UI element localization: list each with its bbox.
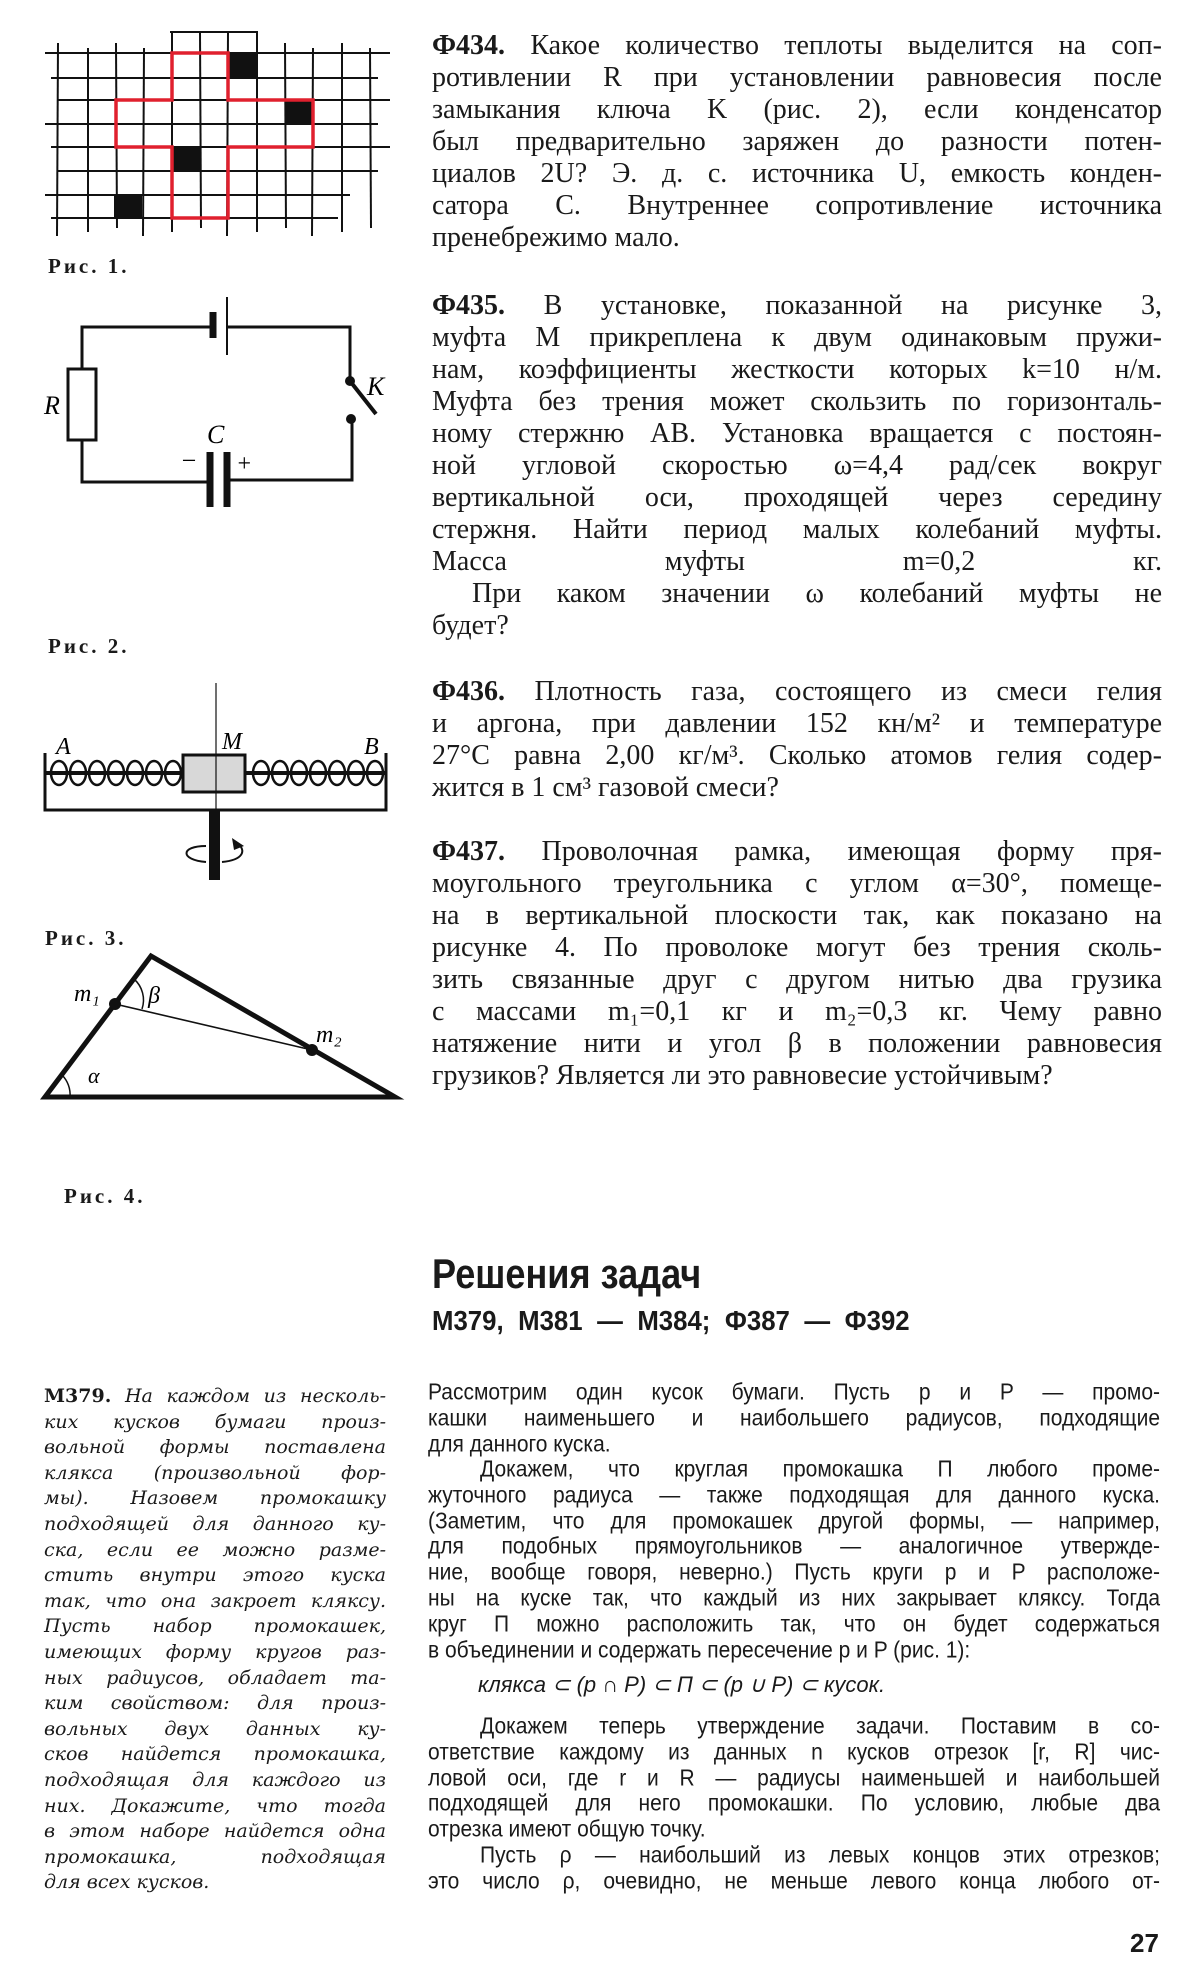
figure-3-caption: Рис. 3. [45,926,127,950]
text-line [432,546,1162,578]
text-line [428,1559,1160,1588]
line-text: мы). Назовем промокашку [44,1487,386,1510]
line-text: вертикальной оси, проходящей через середину [432,482,1162,513]
line-text: Докажем теперь утверждение задачи. Поставим в со- [480,1713,1160,1740]
text-line [432,708,1162,740]
text-line [44,1614,386,1640]
text-line [44,1563,386,1589]
line-text: Докажем, что круглая промокашка П любого проме- [480,1456,1160,1483]
text-line [44,1717,386,1743]
line-text: жуточного радиуса — также подходящая для данного куска. [428,1482,1160,1509]
line-text: них. Докажите, что тогда [44,1794,386,1817]
angle-beta-arc [134,979,143,1009]
label-m: M [222,729,242,755]
line-text: сатора C. Внутреннее сопротивление источника [432,190,1162,221]
line-text: Масса муфты m=0,2 кг. [432,546,1162,577]
line-text: Какое количество теплоты выделится на соп- [505,30,1162,61]
line-text: Проволочная рамка, имеющая форму пря- [505,836,1162,867]
line-text: ловой оси, где r и R — радиусы наименьшей и наибольшей [428,1765,1160,1791]
line-text: сков найдется промокашка, [44,1743,386,1766]
text-line [44,1410,386,1436]
line-text: был предварительно заряжен до разности потен- [432,126,1162,157]
text-line [44,1768,386,1794]
text-line [44,1435,386,1461]
line-text: ной угловой скоростью ω=4,4 рад/сек вокруг [432,450,1162,481]
line-text: моугольного треугольника с углом α=30°, помеще- [432,868,1162,899]
line-text: подходящей для данного ку- [44,1512,386,1535]
line-text: ных радиусов, обладает та- [44,1666,386,1689]
line-text: подходящая для каждого из [44,1768,386,1791]
line-text: отрезка имеют общую точку. [428,1816,706,1843]
label-m2: m₂ [316,1022,342,1048]
line-text: ким свойством: для произ- [44,1692,386,1715]
switch-contact [346,414,356,424]
text-line [428,1712,1160,1741]
line-text: и аргона, при давлении 152 кн/м² и температуре [432,708,1162,739]
grid-line [370,48,371,228]
text-line [432,1060,1162,1092]
text-line [428,1584,1160,1613]
line-text: При каком значении ω колебаний муфты не [472,578,1162,609]
line-text: 27°C равна 2,00 кг/м³. Сколько атомов гелия содер- [432,740,1162,771]
line-text: стержня. Найти период малых колебаний муфты. [432,514,1162,545]
black-square [229,54,257,78]
solution-paragraph-2 [428,1457,1160,1663]
label-minus: − [180,446,198,475]
line-text: зить связанные друг с другом нитью два грузика [432,964,1162,995]
text-line [432,836,1162,868]
line-text: На каждом из несколь- [111,1385,386,1407]
figure-4-caption: Рис. 4. [64,1184,146,1208]
text-line [44,1666,386,1692]
text-line [44,1691,386,1717]
figure-1-grid [0,0,420,260]
line-text: для подобных прямоугольников — аналогичное утвержде- [428,1533,1160,1560]
line-text: жится в 1 см³ газовой смеси? [432,772,779,803]
black-square [285,101,313,124]
text-line [44,1589,386,1615]
line-text: ких кусков бумаги произ- [44,1410,386,1433]
line-text: Плотность газа, состоящего из смеси гелия [505,676,1162,707]
text-line [432,290,1162,322]
problem-f436 [432,676,1162,804]
text-line [428,1481,1160,1510]
text-line [432,610,1162,642]
mass-m1 [109,998,121,1010]
solution-paragraph-3 [428,1714,1160,1843]
line-text: кашки наименьшего и наибольшего радиусов, подходящие [428,1405,1160,1432]
line-text: круг П можно расположить так, что он будет содержаться [428,1611,1160,1638]
label-m1: m₁ [74,981,100,1007]
line-text: имеющих форму кругов раз- [44,1640,386,1663]
label-a: A [56,734,71,760]
text-line [428,1404,1160,1433]
text-line [432,158,1162,190]
line-text: для всех кусков. [44,1871,210,1894]
line-text: ние, вообще говоря, неверно.) Пусть круги p и P расположе- [428,1559,1160,1586]
text-line [428,1738,1160,1767]
line-text: так, что она закроет кляксу. [44,1589,386,1612]
line-text: в объединении и содержать пересечение p и P (рис. 1): [428,1637,971,1663]
text-line [432,386,1162,418]
line-text: ны на куске так, что каждый из них закрывает кляксу. Тогда [428,1585,1160,1612]
line-text: Пусть ρ — наибольший из левых концов этих отрезков; [480,1842,1160,1869]
problem-number: М379. [44,1385,112,1407]
line-text: стить внутри этого куска [44,1564,386,1587]
label-r: R [44,391,60,420]
problem-number: Ф435. [432,290,506,321]
text-line [432,190,1162,222]
text-line [44,1384,386,1410]
text-line [432,322,1162,354]
section-subheading: М379, М381 — М384; Ф387 — Ф392 [432,1305,910,1336]
line-text: рисунке 4. По проволоке могут без трения сколь- [432,932,1162,963]
resistor [68,369,96,440]
figure-2-circuit [0,280,420,640]
figure-4-triangle [0,940,420,1110]
text-line [428,1610,1160,1639]
angle-alpha-arc [62,1075,70,1097]
line-text: грузиков? Является ли это равновесие устойчивым? [432,1060,1053,1091]
page-number: 27 [1130,1928,1159,1958]
sleeve-m [183,755,245,792]
grid-line [200,32,201,228]
text-line [428,1636,1160,1665]
text-line [44,1819,386,1845]
grid-line [57,43,58,236]
text-line [432,996,1162,1028]
line-text: ска, если ее можно разме- [44,1538,386,1561]
text-line [432,450,1162,482]
grid-line [143,48,144,236]
text-line [432,578,1162,610]
text-line [44,1640,386,1666]
line-text: промокашка, подходящая [44,1845,386,1868]
text-line [432,94,1162,126]
line-text: в этом наборе найдется одна [44,1820,386,1843]
problem-f437 [432,836,1162,1092]
line-text: вольной формы поставлена [44,1436,386,1459]
figure-1-caption: Рис. 1. [48,254,130,278]
text-line [428,1867,1160,1896]
thread [115,1004,312,1050]
line-text: муфта M прикреплена к двум одинаковым пружи- [432,322,1162,353]
line-text: на в вертикальной плоскости так, как показано на [432,900,1162,931]
text-line [432,62,1162,94]
line-text: для данного куска. [428,1431,611,1457]
problem-number: Ф437. [432,836,506,867]
text-line [44,1870,386,1896]
line-text: клякса (произвольной фор- [44,1461,386,1484]
line-text: Пусть набор промокашек, [44,1615,386,1638]
line-text: Муфта без трения может скользить по горизонталь- [432,386,1162,417]
shaft [209,810,220,880]
label-beta: β [148,983,160,1009]
text-line [432,126,1162,158]
line-text: вольных двух данных ку- [44,1717,386,1740]
text-line [432,964,1162,996]
text-line [44,1845,386,1871]
text-line [432,354,1162,386]
text-line [44,1461,386,1487]
text-line [44,1742,386,1768]
problem-number: Ф436. [432,676,506,707]
black-square [114,195,142,218]
problem-f435 [432,290,1162,642]
text-line [44,1794,386,1820]
line-text: это число ρ, очевидно, не меньше левого конца любого от- [428,1868,1160,1895]
solution-paragraph-4 [428,1843,1160,1895]
label-k: K [367,372,385,401]
text-line [428,1378,1160,1407]
problem-statement-m379 [44,1384,386,1896]
figure-2-caption: Рис. 2. [48,634,130,658]
text-line [428,1816,1160,1845]
text-line [428,1841,1160,1870]
line-text: Рассмотрим один кусок бумаги. Пусть p и P — промо- [428,1379,1160,1406]
text-line [432,740,1162,772]
line-text: нам, коэффициенты жесткости которых k=10 н/м. [432,354,1162,385]
text-line [432,514,1162,546]
solution-formula: клякса ⊂ (p ∩ P) ⊂ П ⊂ (p ∪ P) ⊂ кусок. [478,1672,886,1697]
figure-3-apparatus [0,670,420,890]
text-line [44,1486,386,1512]
solution-paragraph-1 [428,1380,1160,1457]
text-line [428,1455,1160,1484]
wire [82,327,352,482]
text-line [44,1512,386,1538]
text-line [432,30,1162,62]
text-line [428,1790,1160,1819]
line-text: ответствие каждому из данных n кусков отрезок [r, R] чис- [428,1739,1160,1766]
label-c: C [207,420,225,449]
label-alpha: α [88,1063,100,1088]
line-text: ному стержню AB. Установка вращается с постоян- [432,418,1162,449]
problem-number: Ф434. [432,30,506,61]
section-heading: Решения задач [432,1250,702,1297]
line-text: натяжение нити и угол β в положении равновесия [432,1028,1162,1059]
text-line [432,772,1162,804]
label-b: B [364,734,379,760]
line-text: с массами m₁=0,1 кг и m₂=0,3 кг. Чему равно [432,996,1162,1027]
line-text: будет? [432,610,509,641]
text-line [44,1538,386,1564]
text-line [432,868,1162,900]
text-line [432,482,1162,514]
black-square [172,148,200,171]
switch-contact [345,376,355,386]
text-line [432,1028,1162,1060]
text-line [432,900,1162,932]
line-text: (Заметим, что для промокашек другой формы, — например, [428,1508,1160,1534]
text-line [432,932,1162,964]
grid-line [285,43,286,228]
text-line [432,418,1162,450]
text-line [432,222,1162,254]
line-text: В установке, показанной на рисунке 3, [505,290,1162,321]
text-line [432,676,1162,708]
line-text: пренебрежимо мало. [432,222,680,253]
text-line [428,1533,1160,1562]
label-plus: + [236,451,253,477]
line-text: ротивлении R при установлении равновесия после [432,62,1162,93]
line-text: замыкания ключа K (рис. 2), если конденсатор [432,94,1162,125]
line-text: циалов 2U? Э. д. с. источника U, емкость конден- [432,158,1162,189]
line-text: подходящей для него промокашки. По условию, любые два [428,1790,1160,1817]
problem-f434 [432,30,1162,254]
